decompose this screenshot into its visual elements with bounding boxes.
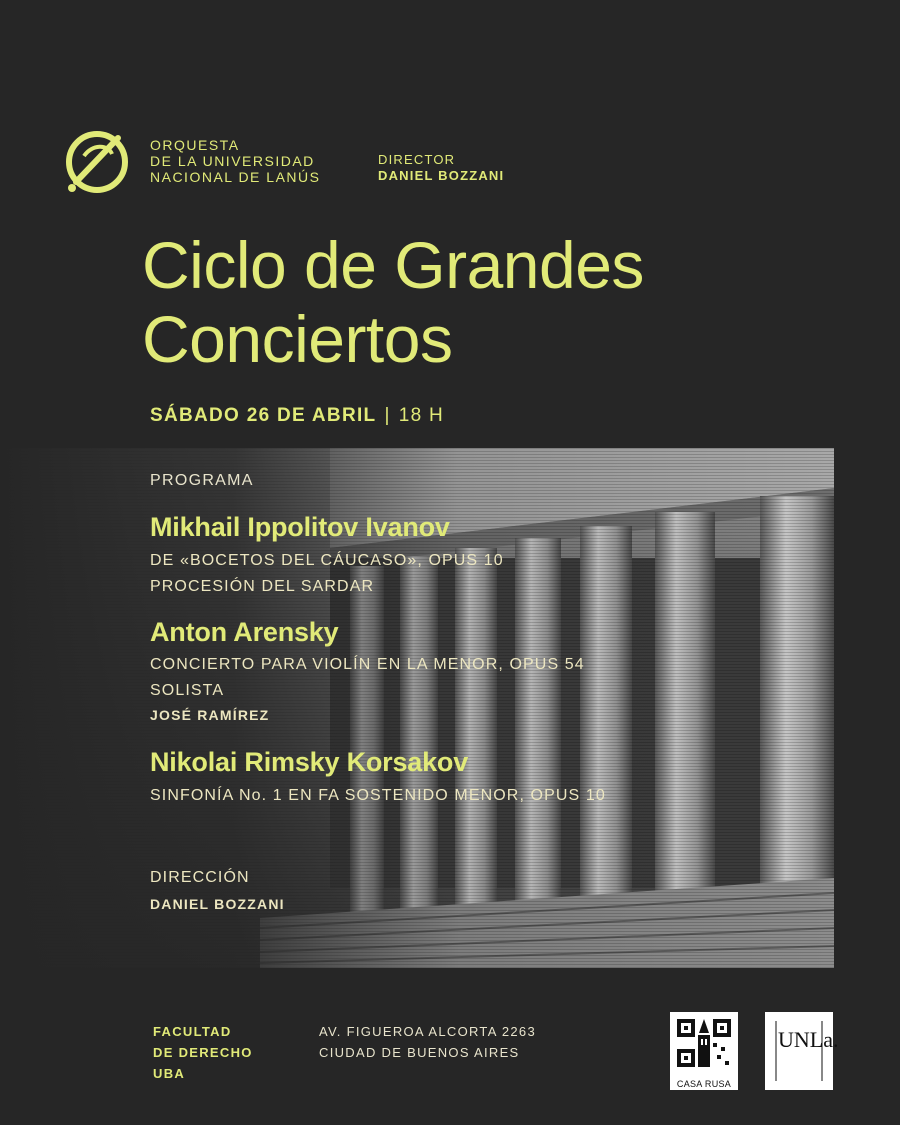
composer-name: Anton Arensky <box>150 617 339 647</box>
work-line: CONCIERTO PARA VIOLÍN EN LA MENOR, OPUS 54 <box>150 656 585 673</box>
soloist-name: JOSÉ RAMÍREZ <box>150 707 270 723</box>
composer-name: Nikolai Rimsky Korsakov <box>150 747 469 777</box>
page-title <box>142 228 644 376</box>
unla-logo <box>765 1012 839 1090</box>
casa-rusa-label: CASA RUSA <box>676 1079 732 1089</box>
title-line-1: Ciclo de Grandes <box>142 228 644 302</box>
date-separator: | <box>384 405 391 426</box>
orchestra-logo-icon <box>62 126 132 201</box>
venue-address <box>319 1021 536 1063</box>
work-line: PROCESIÓN DEL SARDAR <box>150 578 375 595</box>
direction-label: DIRECCIÓN <box>150 869 250 886</box>
work-line: DE «BOCETOS DEL CÁUCASO», OPUS 10 <box>150 552 504 569</box>
venue-line: FACULTAD <box>153 1024 232 1039</box>
direction-name: DANIEL BOZZANI <box>150 896 285 912</box>
unla-text: UNLa. <box>778 1027 839 1052</box>
address-line: AV. FIGUEROA ALCORTA 2263 <box>319 1024 536 1039</box>
orchestra-line: NACIONAL DE LANÚS <box>150 169 321 185</box>
orchestra-line: ORQUESTA <box>150 137 240 153</box>
title-line-2: Conciertos <box>142 302 453 376</box>
director-name: DANIEL BOZZANI <box>378 168 505 183</box>
venue-name <box>153 1021 253 1084</box>
orchestra-line: DE LA UNIVERSIDAD <box>150 153 315 169</box>
work-line: SINFONÍA No. 1 EN FA SOSTENIDO MENOR, OPUS 10 <box>150 787 606 804</box>
date-line <box>150 405 444 427</box>
composer-name: Mikhail Ippolitov Ivanov <box>150 512 450 542</box>
event-time: 18 H <box>398 405 445 426</box>
event-date: SÁBADO 26 DE ABRIL <box>150 405 377 426</box>
venue-line: UBA <box>153 1066 186 1081</box>
casa-rusa-icon <box>671 1013 737 1073</box>
program-label: PROGRAMA <box>150 472 254 489</box>
orchestra-name <box>150 137 320 185</box>
director-label: DIRECTOR <box>378 152 456 167</box>
venue-line: DE DERECHO <box>153 1045 253 1060</box>
casa-rusa-logo <box>670 1012 738 1090</box>
director-block <box>378 152 504 184</box>
soloist-label: SOLISTA <box>150 682 225 699</box>
address-line: CIUDAD DE BUENOS AIRES <box>319 1045 520 1060</box>
